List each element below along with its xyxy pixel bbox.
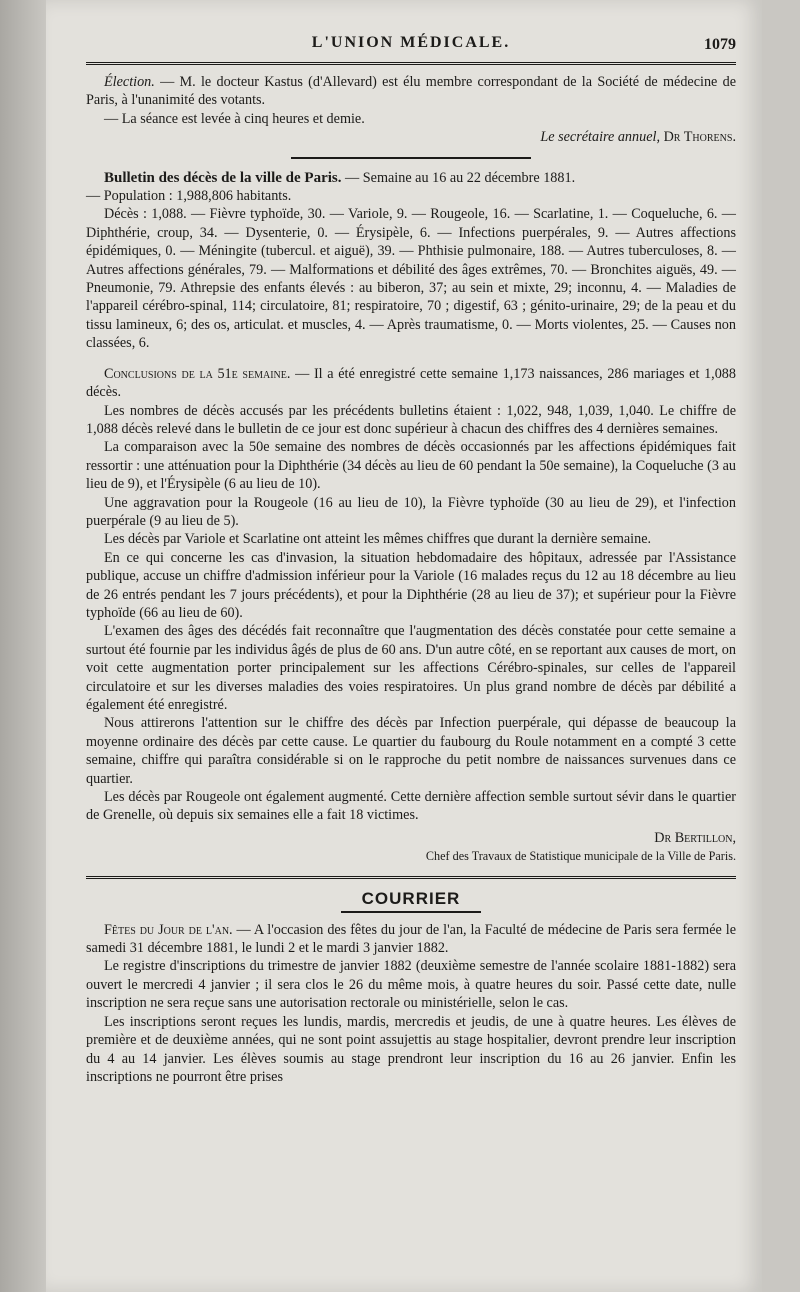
bulletin-population: — Population : 1,988,806 habitants. — [86, 188, 292, 205]
document-page — [46, 0, 762, 1292]
conclusions-p1: — Il a été enregistré cette semaine 1,173 naissances, 286 mariages et 1,088 décès. — [86, 365, 736, 401]
election-paragraph — [86, 73, 736, 110]
bulletin-section — [86, 169, 736, 353]
conclusions-section — [86, 365, 736, 866]
conclusions-p5: Les décès par Variole et Scarlatine ont atteint les mêmes chiffres que durant la dernière semaine. — [104, 531, 652, 548]
courrier-fetes-text: — A l'occasion des fêtes du jour de l'an, la Faculté de médecine de Paris sera fermée le samedi 31 décembre 1881, le lundi 2 et le mardi 3 janvier 1882. — [86, 921, 736, 957]
courrier-section — [86, 889, 736, 1087]
journal-title: L'UNION MÉDICALE. — [311, 34, 511, 51]
header-rule — [86, 62, 736, 65]
conclusions-p2: Les nombres de décès accusés par les précédents bulletins étaient : 1,022, 948, 1,039, 1,040. Le chiffre de 1,088 décès relevé dans le bulletin de ce jour est donc supérieur à chacun des chiffres des 4 dernières semaines. — [86, 402, 736, 437]
courrier-inscriptions: Les inscriptions seront reçues les lundis, mardis, mercredis et jeudis, de une à quatre heures. Les élèves de première et de deuxième années, qui ne sont point assujettis au stage hospitalier, devront prendre leur inscription du 4 au 14 janvier. Les élèves soumis au stage prendront leur inscription du 16 au 26 janvier. Enfin les inscriptions ne pourront être prises — [86, 1013, 736, 1085]
election-text: — M. le docteur Kastus (d'Allevard) est élu membre correspondant de la Société de médecine de Paris, à l'unanimité des votants. — [86, 74, 736, 109]
courrier-registre: Le registre d'inscriptions du trimestre de janvier 1882 (deuxième semestre de l'année scolaire 1881-1882) sera ouvert le mercredi 4 janvier ; il sera clos le 26 du même mois, à quatre heures du soir. Passé cette date, nulle inscription ne sera reçue sans une autorisation rectorale ou ministérielle, selon le cas. — [86, 958, 736, 1012]
conclusions-p7: L'examen des âges des décédés fait reconnaître que l'augmentation des décès constatée pour cette semaine a surtout été fournie par les individus âgés de plus de 60 ans. D'un autre côté, en se reportant aux causes de mort, on voit cette augmentation porter principalement sur les affections Cérébro-spinales, sur celles de l'appareil circulatoire et sur les diverses maladies des voies respiratoires. Un plus grand nombre de décès par débilité a également été enregistré. — [86, 623, 736, 713]
secretary-role: Le secrétaire annuel, — [540, 129, 661, 146]
running-header — [86, 0, 736, 56]
bertillon-role: Chef des Travaux de Statistique municipale de la Ville de Paris. — [425, 849, 736, 864]
election-label: Élection. — [104, 74, 155, 90]
bulletin-heading-line — [86, 169, 736, 187]
conclusions-p6: En ce qui concerne les cas d'invasion, la situation hebdomadaire des hôpitaux, adressée par l'Assistance publique, accuse un chiffre d'admission inférieur pour la Variole (16 malades reçus du 12 au 18 décembre au lieu de 26 entrés pendant les 7 jours précédents), et pour la Diphthérie (28 au lieu de 37); et supérieur pour la Fièvre typhoïde (66 au lieu de 60). — [86, 549, 736, 621]
page-number: 1079 — [704, 36, 736, 53]
courrier-fetes-label: Fêtes du Jour de l'an. — [104, 921, 233, 938]
courrier-divider — [341, 911, 481, 913]
bulletin-week: — Semaine au 16 au 22 décembre 1881. — [341, 169, 576, 186]
conclusions-label: Conclusions de la 51e semaine. — [104, 365, 291, 382]
conclusions-p8: Nous attirerons l'attention sur le chiffre des décès par Infection puerpérale, qui dépasse de beaucoup la moyenne ordinaire des décès par cette cause. Le quartier du faubourg du Roule notamment en a compté 3 cette semaine, chiffre qui paraîtra considérable si on le rapproche du petit nombre de naissances survenues dans ce quartier. — [86, 715, 736, 787]
section-divider — [291, 157, 531, 159]
secretary-signature — [86, 128, 736, 146]
seance-close: — La séance est levée à cinq heures et demie. — [104, 110, 365, 127]
conclusions-p3: La comparaison avec la 50e semaine des nombres de décès occasionnés par les affections épidémiques fait ressortir : une atténuation pour la Diphthérie (34 décès au lieu de 60 pendant la 50e semaine), la Coqueluche (3 au lieu de 9), et l'Érysipèle (6 au lieu de 10). — [86, 439, 736, 493]
conclusions-intro — [86, 365, 736, 402]
courrier-rule — [86, 876, 736, 879]
courrier-fetes — [86, 921, 736, 958]
book-spine-shadow — [0, 0, 46, 1292]
bulletin-heading: Bulletin des décès de la ville de Paris. — [104, 169, 342, 186]
bulletin-deaths: Décès : 1,088. — Fièvre typhoïde, 30. — Variole, 9. — Rougeole, 16. — Scarlatine, 1. — Coqueluche, 6. — Diphthérie, croup, 34. — Dysenterie, 0. — Érysipèle, 6. — Infections puerpérales, 9. — Autres affections épidémiques, 0. — Méningite (tubercul. et aiguë), 39. — Phthisie pulmonaire, 188. — Autres tuberculoses, 8. — Autres affections générales, 79. — Malformations et débilité des âges extrêmes, 70. — Bronchites aiguës, 49. — Pneumonie, 79. Athrepsie des enfants élevés : au biberon, 37; au sein et mixte, 29; inconnu, 4. — Maladies de l'appareil cérébro-spinal, 114; circulatoire, 81; respiratoire, 70 ; digestif, 63 ; génito-urinaire, 29; de la peau et du tissu lamineux, 6; des os, articulat. et muscles, 4. — Après traumatisme, 0. — Morts violentes, 25. — Causes non classées, 6. — [86, 206, 736, 352]
election-section — [86, 73, 736, 147]
conclusions-p4: Une aggravation pour la Rougeole (16 au lieu de 10), la Fièvre typhoïde (30 au lieu de 29), et l'infection puerpérale (9 au lieu de 5). — [86, 494, 736, 529]
conclusions-p9: Les décès par Rougeole ont également augmenté. Cette dernière affection semble surtout sévir dans le quartier de Grenelle, où depuis six semaines elle a fait 18 victimes. — [86, 789, 736, 824]
courrier-heading: COURRIER — [361, 888, 461, 908]
bertillon-name: Dr Bertillon, — [654, 829, 736, 846]
secretary-name: Dr Thorens. — [660, 129, 736, 146]
